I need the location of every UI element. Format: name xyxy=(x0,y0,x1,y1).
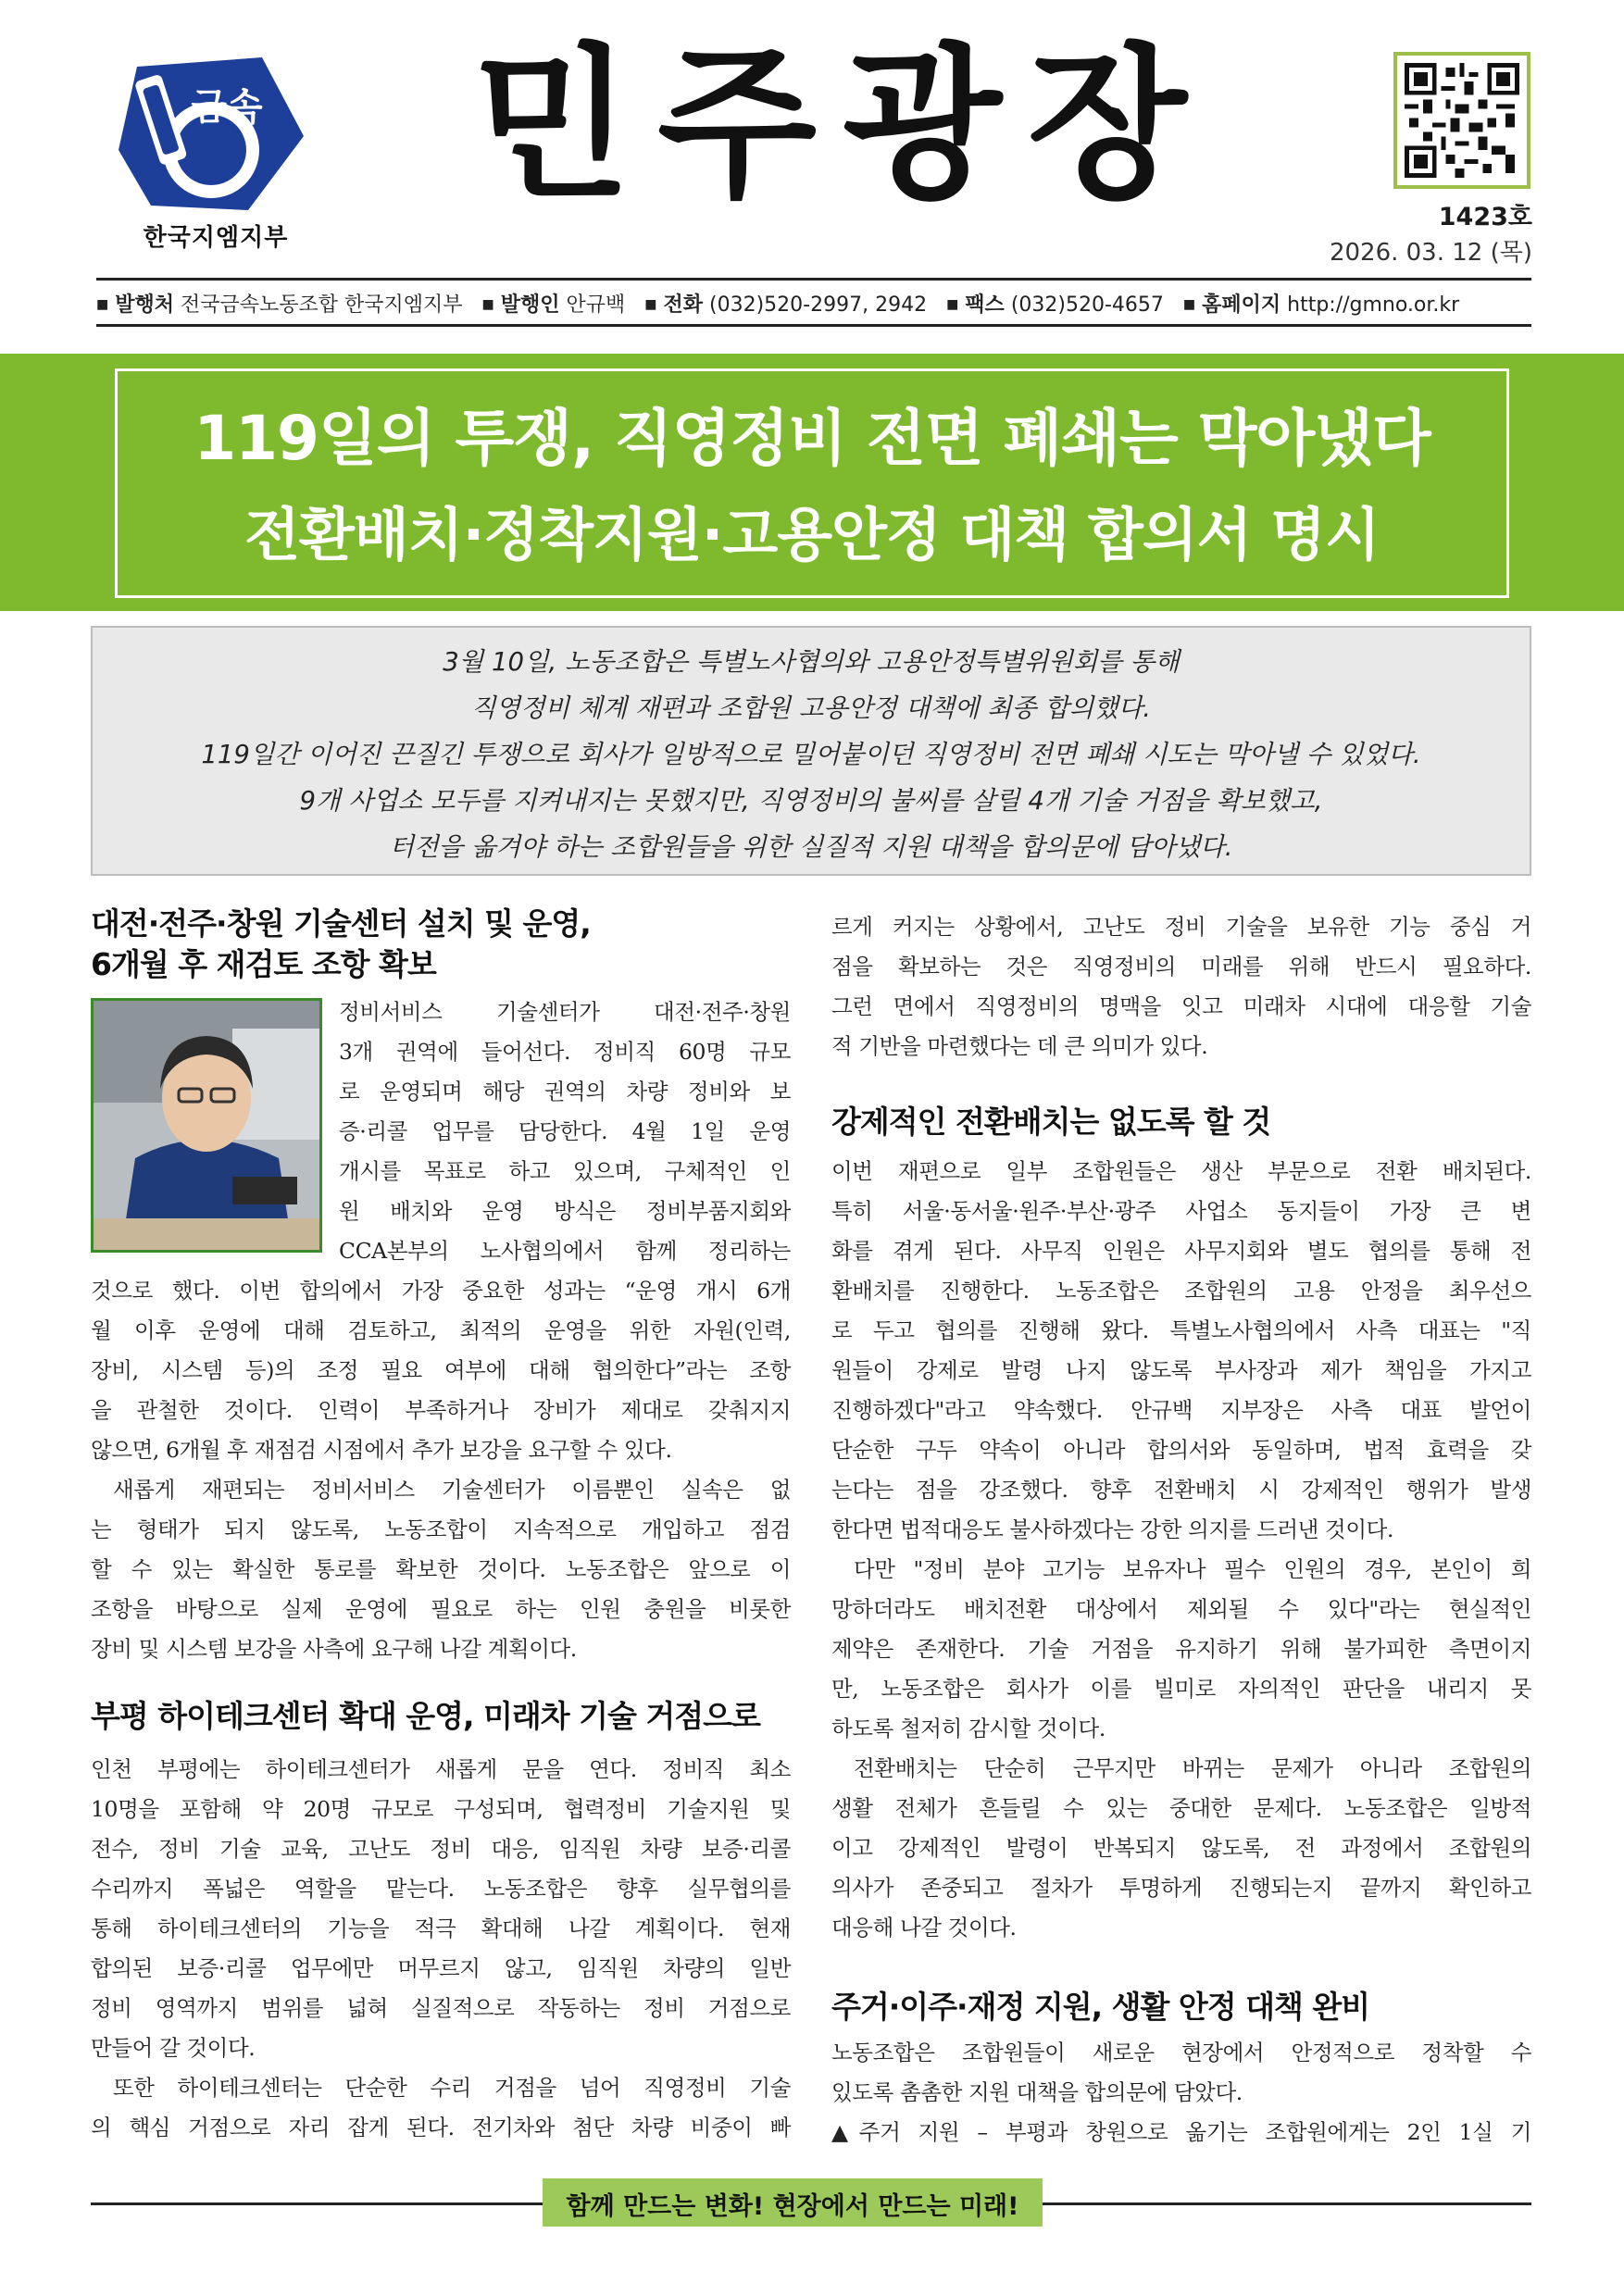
publisher-label: 발행처 xyxy=(115,293,174,317)
body-line: 전환배치는 단순히 근무지만 바뀌는 문제가 아니라 조합원의 xyxy=(854,1755,1531,1781)
body-line: CCA본부의 노사협의에서 함께 정리하는 xyxy=(339,1238,791,1264)
body-line: 제약은 존재한다. 기술 거점을 유지하기 위해 불가피한 측면이지 xyxy=(831,1636,1531,1662)
union-logo xyxy=(109,48,313,224)
qr-code-icon xyxy=(1405,63,1519,178)
body-line: 망하더라도 배치전환 대상에서 제외될 수 있다"라는 현실적인 xyxy=(831,1596,1531,1622)
body-line: 만, 노동조합은 회사가 이를 빌미로 자의적인 판단을 내리지 못 xyxy=(831,1676,1531,1702)
issue-date: 2026. 03. 12 (목) xyxy=(1329,239,1532,267)
publisher-value: 전국금속노동조합 한국지엠지부 xyxy=(181,293,463,317)
body-line: 원 배치와 운영 방식은 정비부품지회와 xyxy=(339,1198,791,1224)
body-line: 는 형태가 되지 않도록, 노동조합이 지속적으로 개입하고 점검 xyxy=(91,1516,791,1542)
body-line: 다만 "정비 분야 고기능 보유자나 필수 인원의 경우, 본인이 희 xyxy=(854,1556,1531,1582)
body-line: 의 핵심 거점으로 자리 잡게 된다. 전기차와 첨단 차량 비중이 빠 xyxy=(91,2115,791,2140)
logo-text: 금속 xyxy=(191,86,263,129)
homepage-link[interactable]: http://gmno.or.kr xyxy=(1287,293,1460,317)
body-line: 노동조합은 조합원들이 새로운 현장에서 안정적으로 정착할 수 xyxy=(831,2040,1531,2065)
publisher-info xyxy=(96,289,1541,318)
body-line: 있도록 촘촘한 지원 대책을 합의문에 담았다. xyxy=(831,2079,1243,2105)
body-line: 또한 하이테크센터는 단순한 수리 거점을 넘어 직영정비 기술 xyxy=(113,2075,791,2101)
body-line: 이번 재편으로 일부 조합원들은 생산 부문으로 전환 배치된다. xyxy=(831,1158,1531,1184)
body-line: 할 수 있는 확실한 통로를 확보한 것이다. 노동조합은 앞으로 이 xyxy=(91,1556,791,1582)
body-line: 수리까지 폭넓은 역할을 맡는다. 노동조합은 향후 실무협의를 xyxy=(91,1876,791,1902)
body-line: 장비 및 시스템 보강을 사측에 요구해 나갈 계획이다. xyxy=(91,1636,577,1662)
square-bullet-icon: ■ xyxy=(1182,297,1196,312)
body-line: 증·리콜 업무를 담당한다. 4월 1일 운영 xyxy=(339,1118,791,1144)
section-title: 6개월 후 재검토 조항 확보 xyxy=(91,946,436,982)
body-line: 로 두고 협의를 진행해 왔다. 특별노사협의에서 사측 대표는 "직 xyxy=(831,1317,1531,1343)
body-line: 조항을 바탕으로 실제 운영에 필요로 하는 인원 충원을 비롯한 xyxy=(91,1596,791,1622)
phone-label: 전화 xyxy=(663,293,704,317)
masthead-divider xyxy=(96,278,1531,281)
summary-line: 직영정비 체계 재편과 조합원 고용안정 대책에 최종 합의했다. xyxy=(470,693,1152,723)
square-bullet-icon: ■ xyxy=(96,297,109,312)
body-line: 환배치를 진행한다. 노동조합은 조합원의 고용 안정을 최우선으 xyxy=(831,1278,1531,1304)
body-line: 대응해 나갈 것이다. xyxy=(831,1915,1017,1940)
body-line: 월 이후 운영에 대해 검토하고, 최적의 운영을 위한 자원(인력, xyxy=(91,1317,791,1343)
section-title: 부평 하이테크센터 확대 운영, 미래차 기술 거점으로 xyxy=(91,1698,760,1734)
body-line: 정비 영역까지 범위를 넓혀 실질적으로 작동하는 정비 거점으로 xyxy=(91,1995,791,2021)
issue-number: 1423호 xyxy=(1438,203,1532,231)
square-bullet-icon: ■ xyxy=(946,297,959,312)
body-line: 장비, 시스템 등)의 조정 필요 여부에 대해 협의한다”라는 조항 xyxy=(91,1357,791,1383)
editor-label: 발행인 xyxy=(500,293,560,317)
body-line: 않으면, 6개월 후 재점검 시점에서 추가 보강을 요구할 수 있다. xyxy=(91,1437,672,1463)
body-line: 통해 하이테크센터의 기능을 적극 확대해 나갈 계획이다. 현재 xyxy=(91,1915,791,1941)
body-line: 적 기반을 마련했다는 데 큰 의미가 있다. xyxy=(831,1033,1208,1059)
editor-value: 안규백 xyxy=(566,293,626,317)
body-line: ▲주거 지원 – 부평과 창원으로 옮기는 조합원에게는 2인 1실 기 xyxy=(831,2119,1531,2145)
summary-line: 9개 사업소 모두를 지켜내지는 못했지만, 직영정비의 불씨를 살릴 4개 기술 거점을 확보했고, xyxy=(299,786,1323,816)
section-title: 강제적인 전환배치는 없도록 할 것 xyxy=(831,1104,1271,1140)
summary-line: 3월 10일, 노동조합은 특별노사협의와 고용안정특별위원회를 통해 xyxy=(443,647,1180,677)
body-line: 이고 강제적인 발령이 반복되지 않도록, 전 과정에서 조합원의 xyxy=(831,1835,1531,1861)
body-line: 인천 부평에는 하이테크센터가 새롭게 문을 연다. 정비직 최소 xyxy=(91,1756,791,1782)
body-line: 개시를 목표로 하고 있으며, 구체적인 인 xyxy=(339,1158,791,1184)
body-line: 것으로 했다. 이번 합의에서 가장 중요한 성과는 “운영 개시 6개 xyxy=(91,1278,791,1304)
article-photo xyxy=(91,998,322,1253)
body-line: 로 운영되며 해당 권역의 차량 정비와 보 xyxy=(339,1079,791,1104)
person-photo-icon xyxy=(94,1001,319,1250)
headline-sub: 전환배치·정착지원·고용안정 대책 합의서 명시 xyxy=(244,501,1380,568)
headline-main: 119일의 투쟁, 직영정비 전면 폐쇄는 막아냈다 xyxy=(194,403,1430,474)
body-line: 의사가 존중되고 절차가 투명하게 진행되는지 끝까지 확인하고 xyxy=(831,1875,1531,1901)
body-line: 만들어 갈 것이다. xyxy=(91,2035,256,2061)
fax-value: (032)520-4657 xyxy=(1010,293,1164,317)
body-line: 한다면 법적대응도 불사하겠다는 강한 의지를 드러낸 것이다. xyxy=(831,1516,1394,1542)
section-title: 대전·전주·창원 기술센터 설치 및 운영, xyxy=(91,905,591,942)
homepage-label: 홈페이지 xyxy=(1202,293,1281,317)
body-line: 르게 커지는 상황에서, 고난도 정비 기술을 보유한 기능 중심 거 xyxy=(831,914,1531,940)
body-line: 점을 확보하는 것은 직영정비의 미래를 위해 반드시 필요하다. xyxy=(831,954,1531,980)
summary-line: 터전을 옮겨야 하는 조합원들을 위한 실질적 지원 대책을 합의문에 담아냈다. xyxy=(389,832,1233,862)
body-line: 전수, 정비 기술 교육, 고난도 정비 대응, 임직원 차량 보증·리콜 xyxy=(91,1836,791,1862)
body-line: 을 관철한 것이다. 인력이 부족하거나 장비가 제대로 갖춰지지 xyxy=(91,1397,791,1423)
body-line: 새롭게 재편되는 정비서비스 기술센터가 이름뿐인 실속은 없 xyxy=(113,1477,791,1503)
body-line: 그런 면에서 직영정비의 명맥을 잇고 미래차 시대에 대응할 기술 xyxy=(831,993,1531,1019)
body-line: 화를 겪게 된다. 사무직 인원은 사무지회와 별도 협의를 통해 전 xyxy=(831,1238,1531,1264)
body-line: 는다는 점을 강조했다. 향후 전환배치 시 강제적인 행위가 발생 xyxy=(831,1477,1531,1503)
body-line: 단순한 구두 약속이 아니라 합의서와 동일하며, 법적 효력을 갖 xyxy=(831,1437,1531,1463)
body-line: 정비서비스 기술센터가 대전·전주·창원 xyxy=(339,999,791,1025)
body-line: 특히 서울·동서울·원주·부산·광주 사업소 동지들이 가장 큰 변 xyxy=(831,1198,1531,1224)
footer-slogan: 함께 만드는 변화! 현장에서 만드는 미래! xyxy=(566,2192,1019,2221)
square-bullet-icon: ■ xyxy=(481,297,494,312)
qr-code[interactable] xyxy=(1393,52,1530,189)
square-bullet-icon: ■ xyxy=(644,297,657,312)
logo-name: 한국지엠지부 xyxy=(143,224,289,252)
union-logo-icon xyxy=(109,48,313,215)
body-line: 원들이 강제로 발령 나지 않도록 부사장과 제가 책임을 가지고 xyxy=(831,1357,1531,1383)
section-title: 주거·이주·재정 지원, 생활 안정 대책 완비 xyxy=(831,1989,1370,2025)
phone-value: (032)520-2997, 2942 xyxy=(709,293,928,317)
newspaper-title: 민주광장 xyxy=(472,29,1213,220)
masthead-divider xyxy=(96,324,1531,327)
fax-label: 팩스 xyxy=(965,293,1005,317)
body-line: 합의된 보증·리콜 업무에만 머무르지 않고, 임직원 차량의 일반 xyxy=(91,1955,791,1981)
body-line: 진행하겠다"라고 약속했다. 안규백 지부장은 사측 대표 발언이 xyxy=(831,1397,1531,1423)
body-line: 생활 전체가 흔들릴 수 있는 중대한 문제다. 노동조합은 일방적 xyxy=(831,1795,1531,1821)
body-line: 10명을 포함해 약 20명 규모로 구성되며, 협력정비 기술지원 및 xyxy=(91,1796,791,1822)
body-line: 3개 권역에 들어선다. 정비직 60명 규모 xyxy=(339,1039,791,1065)
summary-line: 119일간 이어진 끈질긴 투쟁으로 회사가 일방적으로 밀어붙이던 직영정비 전면 폐쇄 시도는 막아낼 수 있었다. xyxy=(201,740,1421,769)
body-line: 하도록 철저히 감시할 것이다. xyxy=(831,1716,1106,1741)
